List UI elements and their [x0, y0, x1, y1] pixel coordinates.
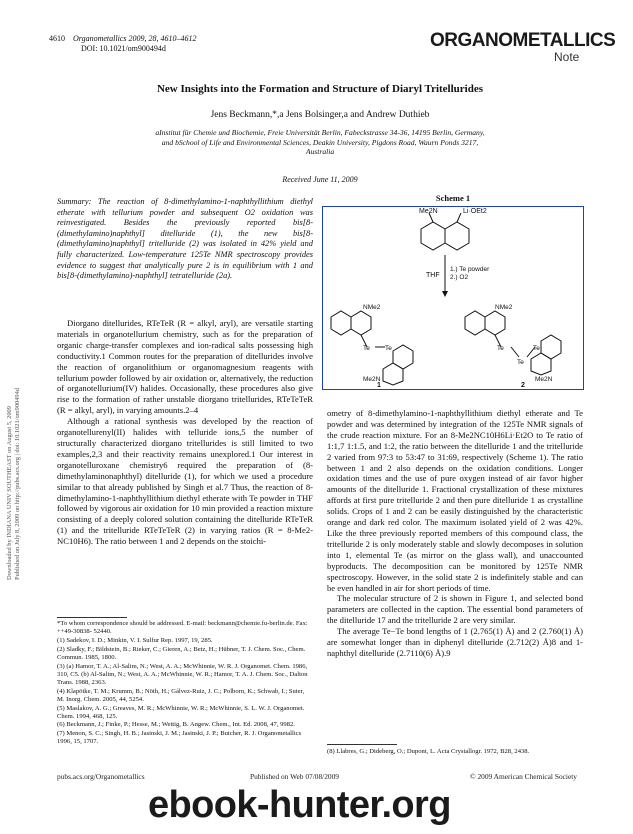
footnote: (3) (a) Hamor, T. A.; Al-Salim, N.; West, A. A.; McWhinnie, W. R. J. Organomet. Chem. 1986, 310, C5. (b) Al-Salim, N.; West, A. A.; McWhinnie, W. R.; Hamor, T. A. J. Chem. Soc., Dalton Trans. 1988, 2363.	[57, 662, 308, 686]
abstract: Summary: The reaction of 8-dimethylamino-1-naphthyllithium diethyl etherate with tellurium powder and subsequent O2 oxidation was reinvestigated. Besides the previously reported bis[8-(dimethylamino)naphthyl] ditelluride (1), the new bis[8-(dimethylamino)naphthyl] tritelluride (2) was isolated in 42% yield and fully characterized. Low-temperature 125Te NMR spectroscopy provides evidence to suggest that analytically pure 2 is in equilibrium with 1 and bis[8-(dimethylamino)-naphthyl] tetratelluride (2a).	[57, 197, 313, 281]
reagent-nme2-label: Me2N	[419, 208, 438, 215]
step-1-label: 1.) Te powder	[450, 266, 490, 273]
te-label: Te	[385, 345, 392, 352]
reagent-li-label: Li·OEt2	[463, 208, 487, 215]
footnote-rule	[57, 617, 127, 618]
watermark: ebook-hunter.org	[148, 784, 451, 826]
footer-published: Published on Web 07/08/2009	[250, 772, 339, 781]
footnote: *To whom correspondence should be addressed. E-mail: beckmann@chemie.fu-berlin.de. Fax: ++49-30838- 52440.	[57, 620, 308, 636]
article-type: Note	[554, 50, 580, 64]
side-download-line: Downloaded by INDIANA UNIV SOUTHEAST on August 5, 2009	[6, 406, 13, 580]
paragraph: The molecular structure of 2 is shown in Figure 1, and selected bond parameters are collected in the caption. The essential bond parameters of the ditelluride 17 and the tritelluride 2 are very similar.	[327, 593, 583, 626]
footnotes-left	[57, 620, 313, 747]
body-right	[327, 408, 583, 659]
side-download-strip	[6, 300, 20, 580]
article-title: New Insights into the Formation and Structure of Diaryl Tritellurides	[156, 83, 484, 95]
side-published-line: Published on July 8, 2009 on http://pubs.acs.org | doi: 10.1021/om900494d	[14, 388, 21, 580]
body-left	[57, 318, 313, 547]
affiliation-3: Australia	[305, 147, 335, 156]
journal-citation: Organometallics 2009, 28, 4610–4612	[73, 34, 197, 43]
compound-1-label: 1	[377, 382, 381, 387]
footnote: (7) Menon, S. C.; Singh, H. B.; Jasinski, J. M.; Jasinski, J. P.; Butcher, R. J. Organometallics 1996, 15, 1707.	[57, 730, 302, 746]
me2n-label: Me2N	[363, 376, 381, 383]
footnote-right: (8) Llabres, G.; Dideberg, O.; Dupont, L. Acta Crystallogr. 1972, B28, 2438.	[327, 748, 530, 755]
footnote: (4) Klapötke, T. M.; Krumm, B.; Nöth, H.; Gálvez-Ruiz, J. C.; Polborn, K.; Schwab, I.; Suter, M. Inorg. Chem. 2005, 44, 5254.	[57, 687, 305, 703]
footnote: (5) Maslakov, A. G.; Greaves, M. R.; McWhinnie, W. R.; McWhinnie, S. L. W. J. Organomet. Chem. 1994, 468, 125.	[57, 704, 305, 720]
te-label: Te	[533, 345, 540, 352]
journal-logo: ORGANOMETALLICS	[430, 30, 616, 51]
footnote: (1) Sadekov, I. D.; Minkin, V. I. Sulfur Rep. 1997, 19, 285.	[57, 636, 213, 644]
affiliations	[60, 128, 580, 157]
te-label: Te	[517, 359, 524, 366]
received-date: Received June 11, 2009	[282, 175, 358, 184]
doi: DOI: 10.1021/om900494d	[81, 44, 166, 53]
nme2-label: NMe2	[363, 304, 381, 311]
te-label: Te	[363, 345, 370, 352]
affiliation-1: aInstitut für Chemie und Biochemie, Freie Universität Berlin, Fabeckstrasse 34-36, 14195 Berlin, Germany,	[155, 128, 485, 137]
nme2-label: NMe2	[495, 304, 513, 311]
scheme-box	[322, 206, 584, 390]
product-1-structure	[331, 311, 413, 385]
scheme-title: Scheme 1	[435, 193, 471, 203]
affiliation-2: and bSchool of Life and Environmental Sciences, Deakin University, Pigdons Road, Waurn Ponds 3217,	[161, 137, 479, 147]
arrow-head-icon	[442, 291, 448, 297]
product-2-structure	[465, 311, 561, 375]
footnote: (2) Sladky, F.; Bildstein, B.; Rieker, C.; Gieren, A.; Betz, H.; Hübner, T. J. Chem. Soc., Chem. Commun. 1985, 1800.	[57, 645, 306, 661]
footnote: (6) Beckmann, J.; Finke, P.; Hesse, M.; Wettig, B. Angew. Chem., Int. Ed. 2008, 47, 9982.	[57, 721, 295, 729]
footer-journal-url[interactable]: pubs.acs.org/Organometallics	[57, 772, 145, 781]
compound-2-label: 2	[521, 382, 525, 387]
paragraph: Although a rational synthesis was developed by the reaction of organotellurenyl(II) halides with telluride ions,5 the number of structurally characterized diorgano tritellurides is still limited to two examples,2,3 and their reactivity remains unexplored.1 Our interest in organotelluroxane chemistry6 required the preparation of (8-dimethylaminonaphthyl) ditelluride (1), for which we used a procedure similar to that already published by Singh et al.7 Thus, the reaction of 8-dimethylamino-1-naphthyllithium diethyl etherate with Te powder in THF followed by vigorous air oxidation for 10 min provided a reaction mixture consisting of a deeply colored solution containing the ditelluride RTeTeR (1) and the tritelluride RTeTeTeR (2) in varying ratios (R = 8-Me2-NC10H6). The ratio between 1 and 2 depends on the stoichi-	[57, 416, 313, 547]
paragraph: ometry of 8-dimethylamino-1-naphthyllithium diethyl etherate and Te powder and was determined by integration of the 125Te NMR signals of the crude reaction mixture. For an 8-Me2NC10H6Li·Et2O to Te ratio of 1:1,7 1:1.5, and 1:2, the ratio between the ditelluride 1 and the tritelluride 2 varied from 97:3 to 53:47 to 31:69, respectively (Scheme 1). The ratio between 1 and 2 also depends on the oxidation conditions. Longer oxidation times and the use of pure oxygen instead of air favor higher amounts of the ditelluride 1. Fractional crystallization of these mixtures affords at first pure tritelluride 2 and then pure ditelluride 1 as crystalline solids. Crops of 1 and 2 can be easily distinguished by the characteristic orange and dark red color. The maximum isolated yield of 2 was 42%. Like the three previously reported members of this compound class, the tritelluride 2 is only moderately stable and slowly decomposes in solution into 1, elemental Te (as mirror on the glass wall), and unaccounted byproducts. The decomposition can be monitored by 125Te NMR spectroscopy. However, in the solid state 2 is indefinitely stable and can be even handled in air for short periods of time.	[327, 408, 583, 593]
solvent-label: THF	[426, 272, 440, 279]
step-2-label: 2.) O2	[450, 274, 469, 281]
scheme-1-graphic	[323, 207, 581, 387]
footer-copyright: © 2009 American Chemical Society	[470, 772, 578, 781]
author-list: Jens Beckmann,*,a Jens Bolsinger,a and Andrew Duthieb	[210, 110, 430, 120]
page-number: 4610	[49, 34, 65, 43]
paragraph: Diorgano ditellurides, RTeTeR (R = alkyl, aryl), are versatile starting materials in organotellurium chemistry, such as for the preparation of organic charge-transfer complexes and ion-radical salts possessing high conductivity.1 Common routes for the preparation of ditellurides involve the reaction of organolithium or organomagnesium reagents with tellurium powder followed by air oxidation or, alternatively, the reduction of organotellurium(IV) halides. Occasionally, these procedures also give rise to the formation of rather unstable diorgano tritellurides, RTeTeTeR (R = alkyl, aryl), in varying amounts.2–4	[57, 318, 313, 416]
me2n-label: Me2N	[535, 376, 553, 383]
footnote-rule	[327, 744, 397, 745]
te-label: Te	[497, 345, 504, 352]
paragraph: The average Te−Te bond lengths of 1 (2.765(1) Å) and 2 (2.760(1) Å) are somewhat longer than in diphenyl ditelluride (2.712(2) Å)8 and 1-naphthyl ditelluride (2.7110(6) Å).9	[327, 626, 583, 658]
naphthalene-reactant	[421, 213, 469, 250]
header-meta	[49, 34, 309, 54]
